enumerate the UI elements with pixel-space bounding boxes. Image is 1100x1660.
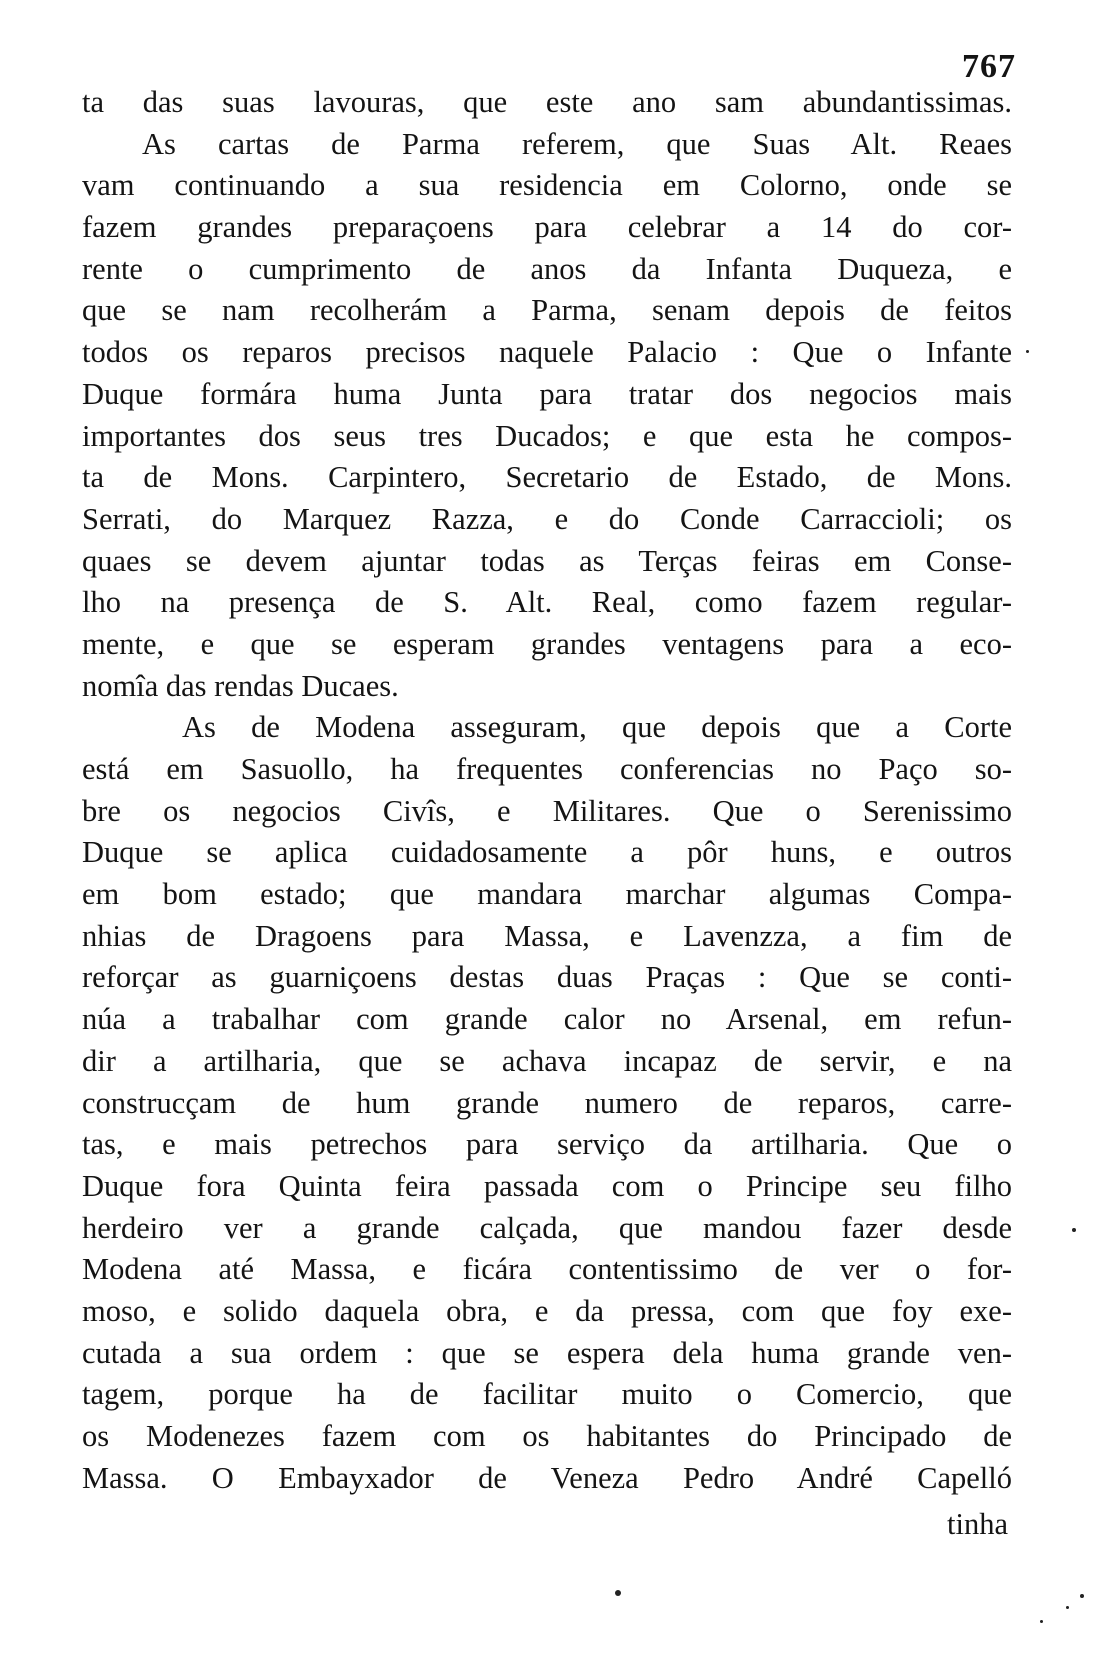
text-line: quaes se devem ajuntar todas as Terças feiras em Conse- — [82, 543, 1012, 578]
ink-speck — [1080, 1594, 1084, 1598]
text-line: vam continuando a sua residencia em Colorno, onde se — [82, 168, 1012, 203]
text-line: dir a artilharia, que se achava incapaz de servir, e na — [82, 1043, 1012, 1078]
text-line: construcçam de hum grande numero de reparos, carre- — [82, 1085, 1012, 1120]
paragraph-start-line: As de Modena asseguram, que depois que a Corte — [182, 710, 1012, 745]
text-line: moso, e solido daquela obra, e da pressa, com que foy exe- — [82, 1293, 1012, 1328]
ink-speck — [1026, 350, 1029, 353]
text-line: tagem, porque ha de facilitar muito o Comercio, que — [82, 1377, 1012, 1412]
text-line: rente o cumprimento de anos da Infanta Duqueza, e — [82, 251, 1012, 286]
text-line: os Modenezes fazem com os habitantes do Principado de — [82, 1419, 1012, 1453]
text-line: tas, e mais petrechos para serviço da artilharia. Que o — [82, 1127, 1012, 1162]
text-line: Massa. O Embayxador de Veneza Pedro André Capelló — [82, 1460, 1012, 1495]
text-line: Duque fora Quinta feira passada com o Principe seu filho — [82, 1168, 1012, 1203]
text-line: reforçar as guarniçoens destas duas Praças : Que se conti- — [82, 960, 1012, 995]
text-line: ta das suas lavouras, que este ano sam abundantissimas. — [82, 85, 1012, 119]
text-line: fazem grandes preparaçoens para celebrar a 14 do cor- — [82, 210, 1012, 245]
catchword: tinha — [947, 1507, 1008, 1541]
text-line: lho na presença de S. Alt. Real, como fazem regular- — [82, 585, 1012, 620]
ink-speck — [615, 1590, 621, 1596]
text-line: mente, e que se esperam grandes ventagens para a eco- — [82, 626, 1012, 661]
text-line: que se nam recolherám a Parma, senam depois de feitos — [82, 293, 1012, 328]
text-line: em bom estado; que mandara marchar algumas Compa- — [82, 877, 1012, 912]
ink-speck — [1072, 1228, 1076, 1232]
text-line: nhias de Dragoens para Massa, e Lavenzza, a fim de — [82, 918, 1012, 953]
text-line: Duque se aplica cuidadosamente a pôr huns, e outros — [82, 835, 1012, 870]
text-line: importantes dos seus tres Ducados; e que esta he compos- — [82, 418, 1012, 453]
ink-speck — [1040, 1620, 1043, 1623]
text-line: Modena até Massa, e ficára contentissimo de ver o for- — [82, 1252, 1012, 1287]
text-line: cutada a sua ordem : que se espera dela huma grande ven- — [82, 1335, 1012, 1370]
text-line: está em Sasuollo, ha frequentes conferencias no Paço so- — [82, 752, 1012, 786]
text-line: núa a trabalhar com grande calor no Arsenal, em refun- — [82, 1002, 1012, 1037]
ink-speck — [1066, 1606, 1069, 1609]
text-line: herdeiro ver a grande calçada, que mandou fazer desde — [82, 1210, 1012, 1245]
paragraph-start-line: As cartas de Parma referem, que Suas Alt. Reaes — [142, 126, 1012, 161]
text-line: bre os negocios Civîs, e Militares. Que o Serenissimo — [82, 793, 1012, 828]
text-line: Serrati, do Marquez Razza, e do Conde Carraccioli; os — [82, 501, 1012, 536]
text-line: todos os reparos precisos naquele Palacio : Que o Infante — [82, 335, 1012, 370]
text-line: ta de Mons. Carpintero, Secretario de Estado, de Mons. — [82, 460, 1012, 495]
text-line: Duque formára huma Junta para tratar dos negocios mais — [82, 376, 1012, 411]
page-number: 767 — [962, 48, 1016, 85]
body-text — [82, 82, 1012, 1499]
paragraph-end-line: nomîa das rendas Ducaes. — [82, 668, 399, 703]
